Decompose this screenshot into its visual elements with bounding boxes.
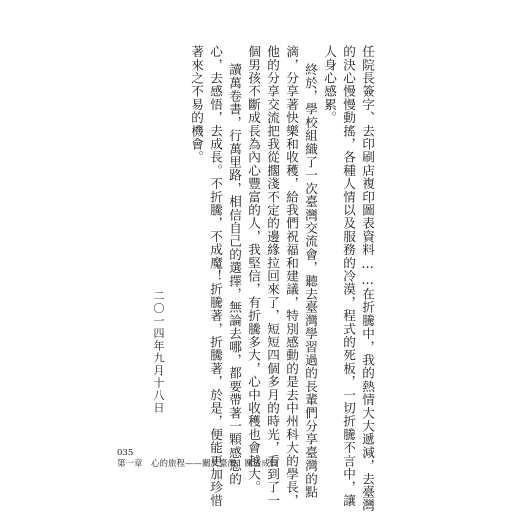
signature-date: 二〇一四年九月十八日 <box>152 290 165 414</box>
running-head: 第一章 心的旅程——關於臺灣，關於成長 <box>117 459 279 469</box>
text-line-3: 人身心感累。 <box>322 45 337 125</box>
text-line-9: 心，去感悟，去成長。不折騰，不成魔！折騰著，折騰著，於是，便能更加珍惜 <box>208 45 223 507</box>
text-line-8: 讀萬卷書，行萬里路，相信自己的選擇，無論去哪，都要帶著一顆感恩的 <box>227 63 242 486</box>
text-line-5: 滴，分享著快樂和收穫，給我們祝福和建議，特別感動的是去中州科大的學長， <box>284 45 299 507</box>
text-line-2: 的決心慢慢動搖，各種人情以及服務的冷漠，程式的死板，一切折騰不言中，讓 <box>341 45 356 507</box>
text-line-1: 任院長簽字、去印刷店複印圖表資料……在折騰中，我的熱情大大遞減，去臺灣 <box>360 45 375 512</box>
text-line-4: 終於，學校組織了一次臺灣交流會，聽去臺灣學習過的長輩們分享臺灣的點 <box>303 63 318 499</box>
text-line-6: 他的分享交流把我從擱淺不定的邊緣拉回來了，短短四個多月的時光，看到了一 <box>265 45 280 507</box>
page-number: 035 <box>117 448 134 458</box>
text-line-10: 著來之不易的機會。 <box>189 45 204 164</box>
text-line-7: 個男孩不斷成長為內心豐富的人，我堅信，有折騰多大，心中收穫也會越大。 <box>246 45 261 494</box>
